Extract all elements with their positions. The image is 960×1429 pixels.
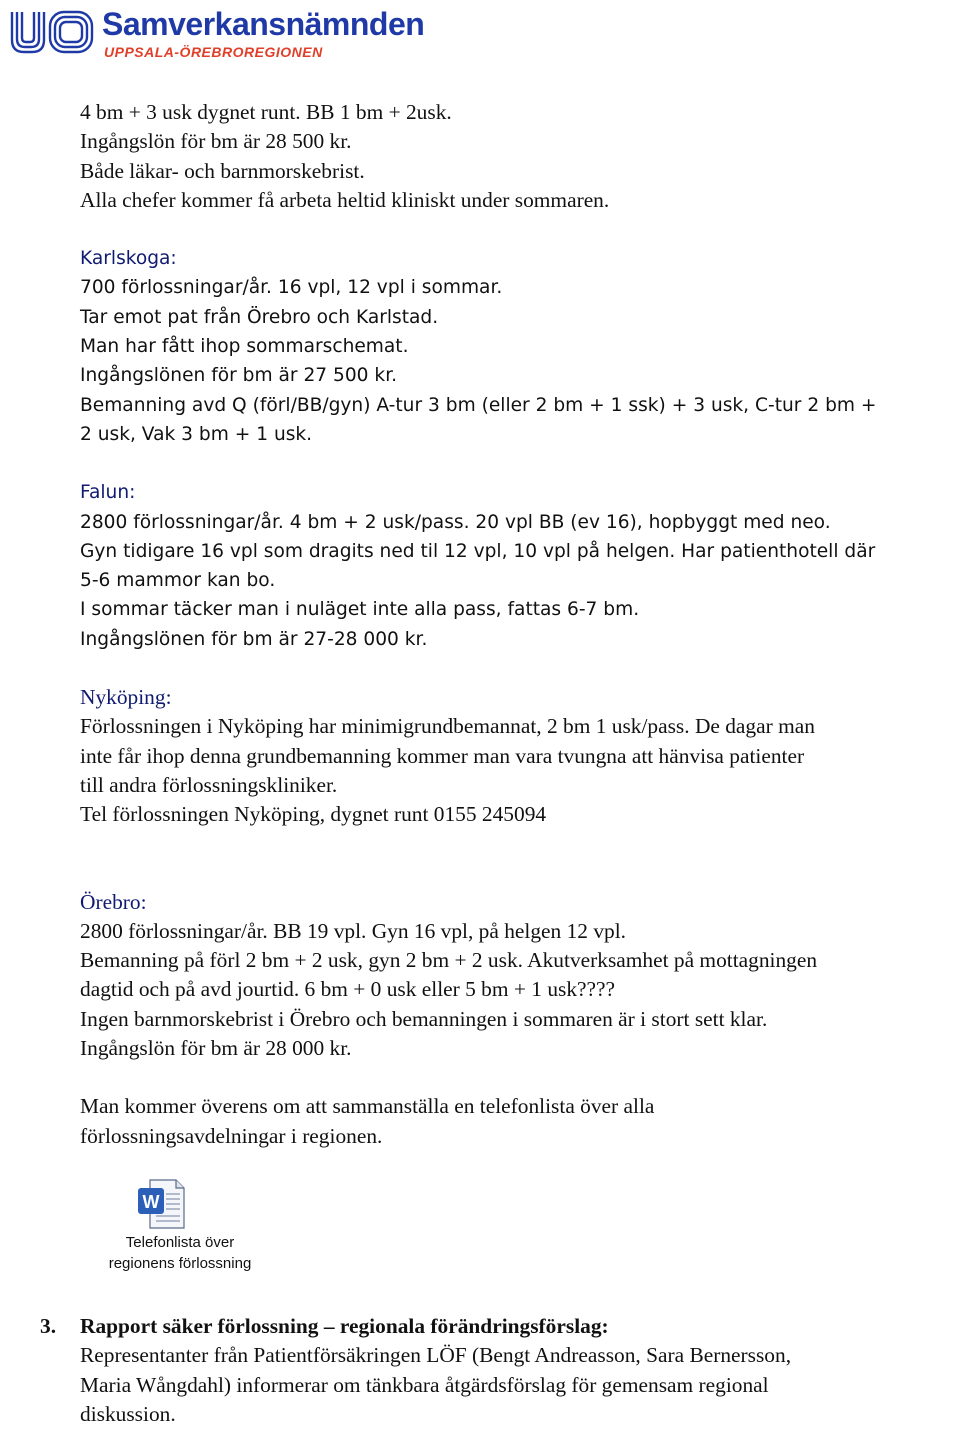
text-line: Både läkar- och barnmorskebrist.	[80, 158, 365, 183]
logo-region: UPPSALA-ÖREBROREGIONEN	[104, 44, 323, 60]
text-line: till andra förlossningskliniker.	[80, 772, 338, 797]
attachment-label-line: Telefonlista över	[125, 1234, 235, 1251]
text-line: Maria Wångdahl) informerar om tänkbara åtgärdsförslag för gemensam regional	[80, 1372, 769, 1397]
uo-logo-mark-icon	[8, 6, 96, 58]
text-line: Ingångslön för bm är 28 000 kr.	[80, 1036, 352, 1061]
text-line: Alla chefer kommer få arbeta heltid kliniskt under sommaren.	[80, 187, 610, 212]
word-document-icon[interactable]	[136, 1178, 186, 1230]
meeting-notes-body	[80, 98, 955, 1151]
text-line: 700 förlossningar/år. 16 vpl, 12 vpl i sommar.	[80, 277, 503, 299]
text-line: Tar emot pat från Örebro och Karlstad.	[80, 306, 439, 328]
text-line: I sommar täcker man i nuläget inte alla pass, fattas 6-7 bm.	[80, 599, 640, 621]
text-line: Tel förlossningen Nyköping, dygnet runt 0155 245094	[80, 802, 547, 827]
falun-section	[80, 478, 955, 654]
text-line: 2 usk, Vak 3 bm + 1 usk.	[80, 423, 313, 445]
section-3-body	[80, 1312, 940, 1429]
section-title: Rapport säker förlossning – regionala förändringsförslag:	[80, 1314, 609, 1338]
text-line: Ingångslön för bm är 28 500 kr.	[80, 129, 352, 154]
text-line: 2800 förlossningar/år. BB 19 vpl. Gyn 16 vpl, på helgen 12 vpl.	[80, 918, 627, 943]
text-line: Ingångslönen för bm är 27 500 kr.	[80, 365, 398, 387]
attachment-label[interactable]	[80, 1232, 280, 1274]
text-line: diskussion.	[80, 1401, 176, 1426]
text-line: dagtid och på avd jourtid. 6 bm + 0 usk eller 5 bm + 1 usk????	[80, 977, 616, 1002]
attachment-label-line: regionens förlossning	[108, 1255, 252, 1272]
nykoping-section	[80, 683, 955, 829]
nykoping-heading: Nyköping:	[80, 685, 172, 710]
karlskoga-heading: Karlskoga:	[80, 248, 177, 270]
text-line: 4 bm + 3 usk dygnet runt. BB 1 bm + 2usk.	[80, 100, 452, 124]
text-line: Bemanning avd Q (förl/BB/gyn) A-tur 3 bm (eller 2 bm + 1 ssk) + 3 usk, C-tur 2 bm +	[80, 394, 877, 416]
text-line: förlossningsavdelningar i regionen.	[80, 1123, 383, 1148]
text-line: Ingen barnmorskebrist i Örebro och bemanningen i sommaren är i stort sett klar.	[80, 1006, 768, 1031]
text-line: inte får ihop denna grundbemanning kommer man vara tvungna att hänvisa patienter	[80, 743, 805, 768]
logo-name: Samverkansnämnden	[102, 6, 425, 42]
text-line: Representanter från Patientförsäkringen LÖF (Bengt Andreasson, Sara Bernersson,	[80, 1343, 792, 1368]
text-line: 5-6 mammor kan bo.	[80, 570, 276, 592]
text-line: Ingångslönen för bm är 27-28 000 kr.	[80, 628, 428, 650]
organization-logo	[8, 6, 425, 60]
text-line: Bemanning på förl 2 bm + 2 usk, gyn 2 bm + 2 usk. Akutverksamhet på mottagningen	[80, 948, 818, 973]
section-number: 3.	[40, 1314, 57, 1338]
orebro-section	[80, 888, 955, 1064]
text-line: Man har fått ihop sommarschemat.	[80, 336, 409, 358]
orebro-heading: Örebro:	[80, 889, 147, 914]
text-line: Gyn tidigare 16 vpl som dragits ned til 12 vpl, 10 vpl på helgen. Har patienthotell där	[80, 540, 876, 562]
falun-heading: Falun:	[80, 482, 136, 504]
karlskoga-section	[80, 244, 955, 449]
text-line: 2800 förlossningar/år. 4 bm + 2 usk/pass. 20 vpl BB (ev 16), hopbyggt med neo.	[80, 511, 831, 533]
text-line: Man kommer överens om att sammanställa en telefonlista över alla	[80, 1094, 655, 1119]
svg-text:W: W	[142, 1192, 160, 1212]
text-line: Förlossningen i Nyköping har minimigrundbemannat, 2 bm 1 usk/pass. De dagar man	[80, 714, 815, 739]
